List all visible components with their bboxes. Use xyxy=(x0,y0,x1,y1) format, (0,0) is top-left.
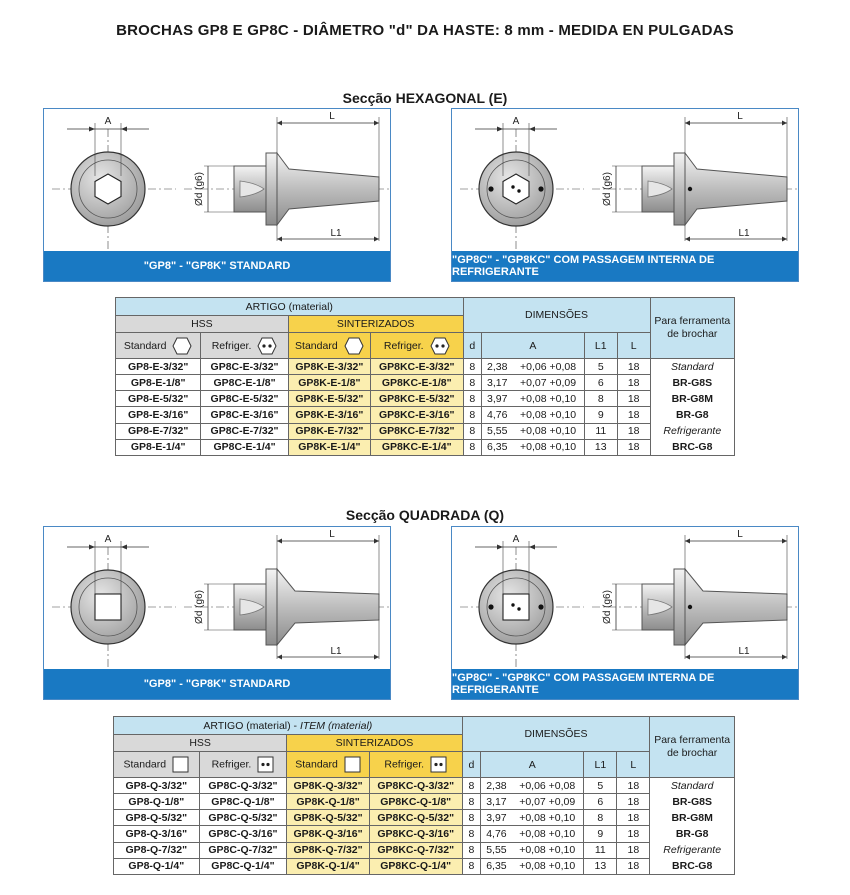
hss-standard-code: GP8-Q-7/32" xyxy=(114,842,200,858)
hss-refriger-code: GP8C-Q-3/16" xyxy=(199,826,287,842)
a-value: 6,35 +0,08 +0,10 xyxy=(482,439,585,455)
hex-spec-table xyxy=(115,297,735,456)
table-row xyxy=(116,439,735,455)
l1-value: 13 xyxy=(584,439,617,455)
l-value: 18 xyxy=(617,359,650,375)
sint-refriger-code: GP8KC-E-3/16" xyxy=(370,407,463,423)
hexagon-icon xyxy=(338,339,364,351)
sinterized-header: SINTERIZADOS xyxy=(287,735,462,752)
page-title: BROCHAS GP8 E GP8C - DIÂMETRO "d" DA HASTE: 8 mm - MEDIDA EN PULGADAS xyxy=(116,22,734,39)
hss-header: HSS xyxy=(114,735,287,752)
dim-a-label: A xyxy=(512,116,520,127)
hss-header: HSS xyxy=(116,316,289,333)
sint-refriger-code: GP8KC-Q-1/8" xyxy=(369,794,462,810)
hss-standard-code: GP8-Q-3/16" xyxy=(114,826,200,842)
broach-taper xyxy=(277,569,379,645)
hss-standard-code: GP8-Q-3/32" xyxy=(114,778,200,794)
hex-standard-drawing xyxy=(44,109,392,253)
table-row xyxy=(114,842,735,858)
sint-standard-header: Standard xyxy=(288,333,370,359)
hss-standard-code: GP8-E-1/4" xyxy=(116,439,201,455)
dim-a-label: A xyxy=(104,116,112,127)
l-value: 18 xyxy=(617,794,650,810)
dim-a-arrow-right xyxy=(121,127,127,132)
col-a-header: A xyxy=(482,333,585,359)
sint-standard-code: GP8K-E-7/32" xyxy=(288,423,370,439)
dimensions-header: DIMENSÕES xyxy=(462,717,650,752)
coolant-hole-center-2 xyxy=(517,607,520,610)
square-coolant-caption: "GP8C" - "GP8KC" COM PASSAGEM INTERNA DE REFRIGERANTE xyxy=(452,669,798,699)
sint-standard-header: Standard xyxy=(287,752,370,778)
d-value: 8 xyxy=(463,375,482,391)
tool-header: Para ferramenta de brochar xyxy=(650,298,734,359)
col-l-header: L xyxy=(617,752,650,778)
square-coolant-drawing xyxy=(452,527,800,671)
sint-standard-code: GP8K-E-5/32" xyxy=(288,391,370,407)
l1-value: 9 xyxy=(584,407,617,423)
l-value: 18 xyxy=(617,375,650,391)
hss-refriger-code: GP8C-Q-7/32" xyxy=(199,842,287,858)
sint-refriger-code: GP8KC-Q-3/32" xyxy=(369,778,462,794)
l1-value: 5 xyxy=(584,778,617,794)
d-value: 8 xyxy=(463,439,482,455)
tool-list: Standard BR-G8S BR-G8M BR-G8 Refrigerante BRC-G8 xyxy=(650,778,735,875)
hex-standard-caption: "GP8" - "GP8K" STANDARD xyxy=(44,251,390,281)
dim-l1-label: L1 xyxy=(738,646,750,657)
a-value: 3,97 +0,08 +0,10 xyxy=(482,391,585,407)
square-profile xyxy=(503,594,529,620)
dim-a-arrow-left xyxy=(89,545,95,550)
dim-a-arrow-right xyxy=(529,545,535,550)
d-value: 8 xyxy=(463,359,482,375)
dim-d-label: Ød (g6) xyxy=(602,172,613,206)
table-row xyxy=(116,423,735,439)
hss-standard-header: Standard xyxy=(116,333,201,359)
l1-value: 6 xyxy=(584,375,617,391)
hss-refriger-code: GP8C-E-3/16" xyxy=(201,407,288,423)
dim-l-line-arrow-right xyxy=(782,121,787,126)
col-l1-header: L1 xyxy=(584,333,617,359)
dim-l1-line-arrow-right xyxy=(374,237,379,242)
sint-refriger-code: GP8KC-Q-1/4" xyxy=(369,858,462,874)
dim-a-label: A xyxy=(512,534,520,545)
square-standard-drawing xyxy=(44,527,392,671)
dim-d-label: Ød (g6) xyxy=(194,590,205,624)
dim-l-line-arrow-left xyxy=(277,121,282,126)
coolant-hole-right xyxy=(538,186,543,191)
col-l1-header: L1 xyxy=(584,752,617,778)
sint-refriger-code: GP8KC-E-7/32" xyxy=(370,423,463,439)
sint-refriger-header: Refriger. xyxy=(369,752,462,778)
l-value: 18 xyxy=(617,810,650,826)
table-row xyxy=(114,778,735,794)
hss-refriger-code: GP8C-E-3/32" xyxy=(201,359,288,375)
dim-a-arrow-left xyxy=(497,545,503,550)
coolant-hole-left xyxy=(488,186,493,191)
collar xyxy=(266,569,277,645)
sint-standard-code: GP8K-Q-7/32" xyxy=(287,842,370,858)
hexagon-coolant-icon xyxy=(251,339,277,351)
dim-a-arrow-left xyxy=(89,127,95,132)
artigo-header: ARTIGO (material) - ITEM (material) xyxy=(114,717,463,735)
sinterized-header: SINTERIZADOS xyxy=(288,316,463,333)
collar xyxy=(266,153,277,225)
dim-l1-line-arrow-left xyxy=(277,237,282,242)
sint-standard-code: GP8K-Q-3/32" xyxy=(287,778,370,794)
hss-refriger-code: GP8C-Q-5/32" xyxy=(199,810,287,826)
d-value: 8 xyxy=(462,778,481,794)
l-value: 18 xyxy=(617,858,650,874)
sint-standard-code: GP8K-Q-1/4" xyxy=(287,858,370,874)
table-row xyxy=(116,391,735,407)
dim-l-label: L xyxy=(329,529,335,540)
table-row xyxy=(114,794,735,810)
hss-standard-code: GP8-Q-5/32" xyxy=(114,810,200,826)
dim-l-label: L xyxy=(737,529,743,540)
hss-refriger-code: GP8C-E-1/8" xyxy=(201,375,288,391)
sint-refriger-code: GP8KC-Q-7/32" xyxy=(369,842,462,858)
l1-value: 11 xyxy=(584,842,617,858)
sint-refriger-code: GP8KC-E-1/8" xyxy=(370,375,463,391)
square-icon xyxy=(338,758,361,770)
l1-value: 9 xyxy=(584,826,617,842)
sint-refriger-code: GP8KC-E-3/32" xyxy=(370,359,463,375)
dim-l1-label: L1 xyxy=(330,228,342,239)
hss-refriger-code: GP8C-Q-1/4" xyxy=(199,858,287,874)
hss-standard-code: GP8-Q-1/4" xyxy=(114,858,200,874)
dim-l1-line-arrow-right xyxy=(782,237,787,242)
square-coolant-icon xyxy=(251,758,274,770)
dimensions-header: DIMENSÕES xyxy=(463,298,650,333)
hss-standard-code: GP8-E-5/32" xyxy=(116,391,201,407)
sint-standard-code: GP8K-E-1/8" xyxy=(288,375,370,391)
col-d-header: d xyxy=(462,752,481,778)
dim-d-label: Ød (g6) xyxy=(194,172,205,206)
square-section-title: Secção QUADRADA (Q) xyxy=(345,507,505,523)
l-value: 18 xyxy=(617,391,650,407)
sint-standard-code: GP8K-E-1/4" xyxy=(288,439,370,455)
l1-value: 6 xyxy=(584,794,617,810)
dim-l-line-arrow-right xyxy=(374,121,379,126)
sint-standard-code: GP8K-E-3/16" xyxy=(288,407,370,423)
hex-standard-panel xyxy=(43,108,391,282)
hss-standard-code: GP8-E-1/8" xyxy=(116,375,201,391)
l-value: 18 xyxy=(617,407,650,423)
a-value: 5,55 +0,08 +0,10 xyxy=(481,842,584,858)
broach-taper xyxy=(277,153,379,225)
hss-refriger-header: Refriger. xyxy=(199,752,287,778)
hss-refriger-code: GP8C-Q-3/32" xyxy=(199,778,287,794)
col-a-header: A xyxy=(481,752,584,778)
dim-l1-line-arrow-left xyxy=(685,237,690,242)
dim-l-line-arrow-right xyxy=(782,539,787,544)
a-value: 3,97 +0,08 +0,10 xyxy=(481,810,584,826)
sint-refriger-code: GP8KC-E-1/4" xyxy=(370,439,463,455)
hss-refriger-code: GP8C-Q-1/8" xyxy=(199,794,287,810)
hss-standard-code: GP8-E-3/32" xyxy=(116,359,201,375)
col-d-header: d xyxy=(463,333,482,359)
l1-value: 11 xyxy=(584,423,617,439)
dim-l1-label: L1 xyxy=(330,646,342,657)
sint-standard-code: GP8K-Q-5/32" xyxy=(287,810,370,826)
l1-value: 8 xyxy=(584,810,617,826)
dim-l1-line-arrow-right xyxy=(782,655,787,660)
a-value: 2,38 +0,06 +0,08 xyxy=(481,778,584,794)
collar xyxy=(674,153,685,225)
sint-refriger-code: GP8KC-Q-5/32" xyxy=(369,810,462,826)
hss-standard-code: GP8-E-3/16" xyxy=(116,407,201,423)
dim-l1-line-arrow-left xyxy=(277,655,282,660)
col-l-header: L xyxy=(617,333,650,359)
sint-standard-code: GP8K-Q-3/16" xyxy=(287,826,370,842)
dim-a-arrow-right xyxy=(121,545,127,550)
square-standard-caption: "GP8" - "GP8K" STANDARD xyxy=(44,669,390,699)
a-value: 3,17 +0,07 +0,09 xyxy=(482,375,585,391)
l-value: 18 xyxy=(617,842,650,858)
dim-l1-line-arrow-right xyxy=(374,655,379,660)
hss-refriger-code: GP8C-E-5/32" xyxy=(201,391,288,407)
table-row xyxy=(116,407,735,423)
a-value: 3,17 +0,07 +0,09 xyxy=(481,794,584,810)
square-icon xyxy=(166,758,189,770)
square-standard-panel xyxy=(43,526,391,700)
a-value: 4,76 +0,08 +0,10 xyxy=(482,407,585,423)
sint-standard-code: GP8K-E-3/32" xyxy=(288,359,370,375)
l-value: 18 xyxy=(617,778,650,794)
l-value: 18 xyxy=(617,423,650,439)
coolant-outlet xyxy=(688,187,692,191)
hss-standard-code: GP8-E-7/32" xyxy=(116,423,201,439)
table-row xyxy=(116,359,735,375)
coolant-hole-left xyxy=(488,604,493,609)
hex-coolant-drawing xyxy=(452,109,800,253)
broach-taper xyxy=(685,569,787,645)
l1-value: 13 xyxy=(584,858,617,874)
a-value: 4,76 +0,08 +0,10 xyxy=(481,826,584,842)
sint-standard-code: GP8K-Q-1/8" xyxy=(287,794,370,810)
hexagon-icon xyxy=(166,339,192,351)
dim-l-label: L xyxy=(737,111,743,122)
hss-standard-header: Standard xyxy=(114,752,200,778)
hss-refriger-code: GP8C-E-7/32" xyxy=(201,423,288,439)
dim-a-arrow-left xyxy=(497,127,503,132)
sint-refriger-code: GP8KC-E-5/32" xyxy=(370,391,463,407)
a-value: 6,35 +0,08 +0,10 xyxy=(481,858,584,874)
square-coolant-icon xyxy=(424,758,447,770)
sint-refriger-header: Refriger. xyxy=(370,333,463,359)
dim-l-label: L xyxy=(329,111,335,122)
square-coolant-panel xyxy=(451,526,799,700)
collar xyxy=(674,569,685,645)
table-row xyxy=(114,810,735,826)
l1-value: 5 xyxy=(584,359,617,375)
d-value: 8 xyxy=(463,423,482,439)
hex-section-title: Secção HEXAGONAL (E) xyxy=(342,90,508,106)
dim-l1-label: L1 xyxy=(738,228,750,239)
sint-refriger-code: GP8KC-Q-3/16" xyxy=(369,826,462,842)
coolant-outlet xyxy=(688,605,692,609)
dim-a-arrow-right xyxy=(529,127,535,132)
d-value: 8 xyxy=(462,826,481,842)
hexagon-coolant-icon xyxy=(424,339,450,351)
d-value: 8 xyxy=(462,842,481,858)
coolant-hole-center xyxy=(511,185,514,188)
l-value: 18 xyxy=(617,439,650,455)
coolant-hole-center-2 xyxy=(517,189,520,192)
d-value: 8 xyxy=(463,407,482,423)
l-value: 18 xyxy=(617,826,650,842)
l1-value: 8 xyxy=(584,391,617,407)
artigo-header: ARTIGO (material) xyxy=(116,298,464,316)
coolant-hole-center xyxy=(511,603,514,606)
coolant-hole-right xyxy=(538,604,543,609)
square-spec-table xyxy=(113,716,735,875)
dim-d-label: Ød (g6) xyxy=(602,590,613,624)
hss-standard-code: GP8-Q-1/8" xyxy=(114,794,200,810)
dim-l-line-arrow-left xyxy=(685,539,690,544)
tool-list: Standard BR-G8S BR-G8M BR-G8 Refrigerante BRC-G8 xyxy=(650,359,734,456)
dim-a-label: A xyxy=(104,534,112,545)
hss-refriger-header: Refriger. xyxy=(201,333,288,359)
table-row xyxy=(114,826,735,842)
dim-l-line-arrow-left xyxy=(277,539,282,544)
broach-taper xyxy=(685,153,787,225)
square-profile xyxy=(95,594,121,620)
d-value: 8 xyxy=(462,858,481,874)
table-row xyxy=(116,375,735,391)
tool-header: Para ferramenta de brochar xyxy=(650,717,735,778)
hex-coolant-panel xyxy=(451,108,799,282)
d-value: 8 xyxy=(463,391,482,407)
a-value: 2,38 +0,06 +0,08 xyxy=(482,359,585,375)
hss-refriger-code: GP8C-E-1/4" xyxy=(201,439,288,455)
d-value: 8 xyxy=(462,810,481,826)
dim-l-line-arrow-left xyxy=(685,121,690,126)
hex-coolant-caption: "GP8C" - "GP8KC" COM PASSAGEM INTERNA DE REFRIGERANTE xyxy=(452,251,798,281)
a-value: 5,55 +0,08 +0,10 xyxy=(482,423,585,439)
dim-l-line-arrow-right xyxy=(374,539,379,544)
d-value: 8 xyxy=(462,794,481,810)
dim-l1-line-arrow-left xyxy=(685,655,690,660)
table-row xyxy=(114,858,735,874)
